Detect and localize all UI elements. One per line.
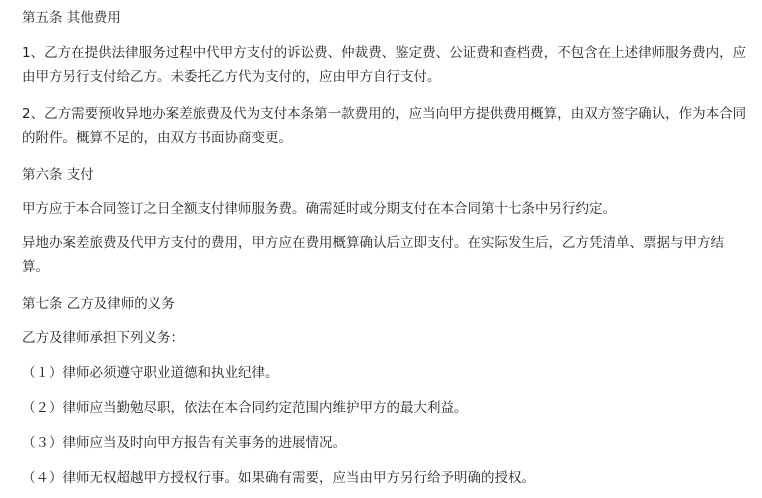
article7-intro: 乙方及律师承担下列义务： [22, 330, 184, 346]
article7-title: 第七条 乙方及律师的义务 [22, 296, 175, 312]
article6-paragraph-1: 甲方应于本合同签订之日全额支付律师服务费。确需延时或分期支付在本合同第十七条中另行约定。 [22, 201, 616, 217]
article5-paragraph-2: 2、乙方需要预收异地办案差旅费及代为支付本条第一款费用的，应当向甲方提供费用概算，由双方签字确认，作为本合同的附件。概算不足的，由双方书面协商变更。 [22, 106, 747, 146]
article7-item-2: （２）律师应当勤勉尽职，依法在本合同约定范围内维护甲方的最大利益。 [22, 400, 468, 416]
article6-title: 第六条 支付 [22, 167, 94, 183]
article7-item-1: （１）律师必须遵守职业道德和执业纪律。 [22, 365, 279, 381]
article7-item-3: （３）律师应当及时向甲方报告有关事务的进展情况。 [22, 435, 346, 451]
article5-paragraph-1: 1、乙方在提供法律服务过程中代甲方支付的诉讼费、仲裁费、鉴定费、公证费和查档费，不包含在上述律师服务费内，应由甲方另行支付给乙方。未委托乙方代为支付的，应由甲方自行支付。 [22, 45, 747, 85]
article7-item-4: （４）律师无权超越甲方授权行事。如果确有需要，应当由甲方另行给予明确的授权。 [22, 470, 535, 486]
article5-title: 第五条 其他费用 [22, 10, 121, 26]
article6-paragraph-2: 异地办案差旅费及代甲方支付的费用，甲方应在费用概算确认后立即支付。在实际发生后，乙方凭清单、票据与甲方结算。 [22, 235, 724, 275]
